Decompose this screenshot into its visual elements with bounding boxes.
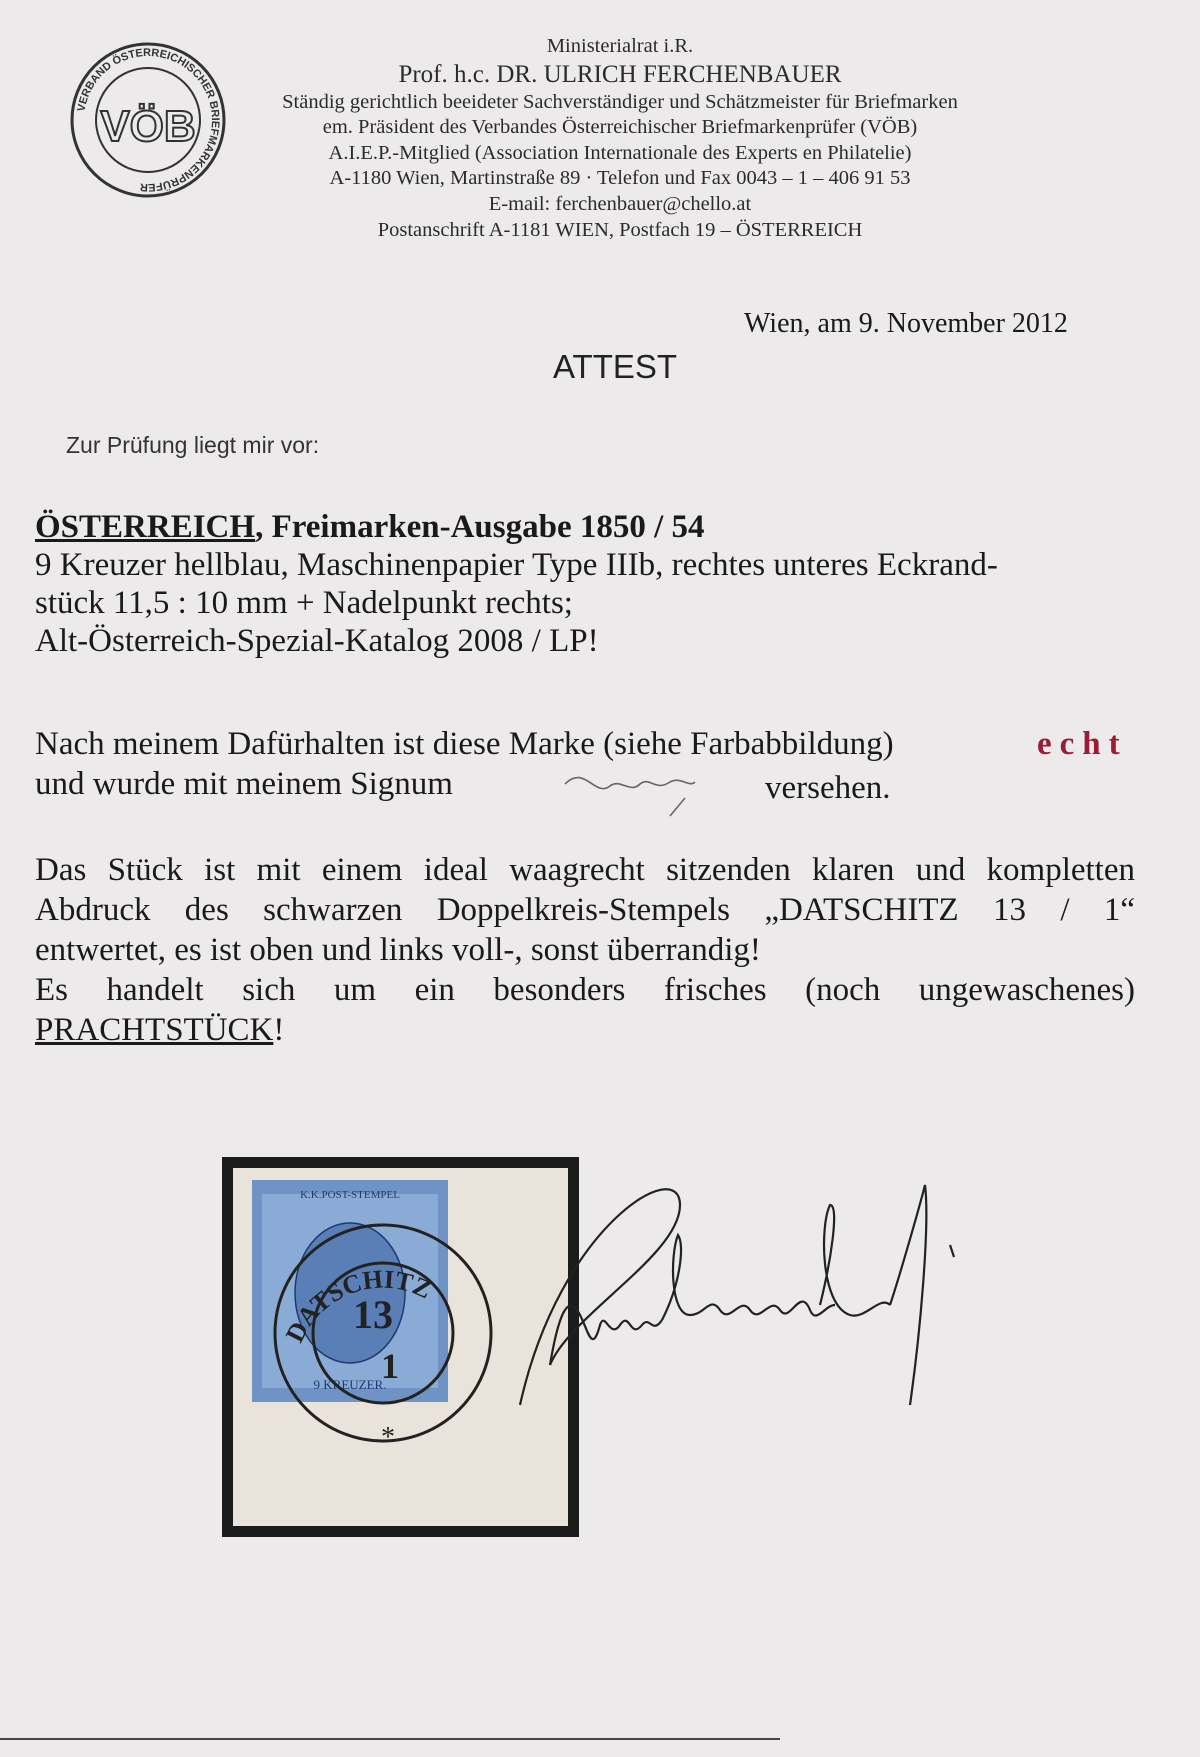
stamp-bottom-label: 9 KREUZER. xyxy=(313,1377,387,1392)
header-postal: Postanschrift A-1181 WIEN, Postfach 19 – ÖSTERREICH xyxy=(377,218,863,241)
item-line-2: 9 Kreuzer hellblau, Maschinenpapier Type IIIb, rechtes unteres Eckrand- xyxy=(35,547,998,583)
header-address: A-1180 Wien, Martinstraße 89 · Telefon und Fax 0043 – 1 – 406 91 53 xyxy=(329,167,911,190)
cancel-star: * xyxy=(381,1422,395,1453)
prachtstueck: PRACHTSTÜCK xyxy=(35,1012,274,1048)
item-description xyxy=(35,508,998,660)
item-line-4: Alt-Österreich-Spezial-Katalog 2008 / LP! xyxy=(35,623,599,659)
seal-ring-text: VERBAND ÖSTERREICHISCHER BRIEFMARKENPRÜFER xyxy=(75,46,222,194)
header-name: Prof. h.c. DR. ULRICH FERCHENBAUER xyxy=(398,60,842,88)
header-rank: Ministerialrat i.R. xyxy=(546,35,694,57)
opinion-block xyxy=(35,724,1185,814)
cancel-town: DATSCHITZ xyxy=(279,1264,436,1347)
desc-line-5-end: ! xyxy=(273,1012,285,1048)
cancel-day: 13 xyxy=(353,1292,393,1337)
footer-rule xyxy=(0,1738,780,1740)
desc-line-5 xyxy=(35,1010,1135,1050)
condition-description xyxy=(35,850,1135,1050)
opinion-line-2: und wurde mit meinem Signum xyxy=(35,766,453,802)
voeb-seal-logo xyxy=(68,40,228,200)
opinion-line-1: Nach meinem Dafürhalten ist diese Marke (siehe Farbabbildung) xyxy=(35,726,894,762)
header-aiep: A.I.E.P.-Mitglied (Association Internationale des Experts en Philatelie) xyxy=(328,141,912,164)
letterhead xyxy=(220,34,1020,243)
desc-line-3: entwertet, es ist oben und links voll-, sonst überrandig! xyxy=(35,932,761,968)
signum-squiggle xyxy=(555,758,725,818)
desc-line-2: Abdruck des schwarzen Doppelkreis-Stempels „DATSCHITZ 13 / 1“ xyxy=(35,892,1135,928)
intro-text: Zur Prüfung liegt mir vor: xyxy=(66,432,320,458)
versehen-text: versehen. xyxy=(765,770,891,806)
cancel-month: 1 xyxy=(381,1346,399,1386)
document-title: ATTEST xyxy=(552,348,678,385)
echt-mark: echt xyxy=(1037,726,1128,762)
desc-line-4: Es handelt sich um ein besonders frisches (noch ungewaschenes) xyxy=(35,972,1135,1008)
item-title xyxy=(35,508,998,546)
header-role: Ständig gerichtlich beeideter Sachverständiger und Schätzmeister für Briefmarken xyxy=(282,90,958,113)
desc-line-1: Das Stück ist mit einem ideal waagrecht sitzenden klaren und kompletten xyxy=(35,852,1135,888)
item-country: ÖSTERREICH xyxy=(35,509,256,545)
expert-signature xyxy=(480,1165,1000,1465)
header-president: em. Präsident des Verbandes Österreichischer Briefmarkenprüfer (VÖB) xyxy=(322,116,918,139)
header-email: E-mail: ferchenbauer@chello.at xyxy=(488,192,752,215)
item-line-3: stück 11,5 : 10 mm + Nadelpunkt rechts; xyxy=(35,585,573,621)
item-issue: , Freimarken-Ausgabe 1850 / 54 xyxy=(255,509,705,545)
seal-text: VÖB xyxy=(100,102,196,151)
document-date: Wien, am 9. November 2012 xyxy=(744,308,1068,339)
stamp-top-label: K.K.POST-STEMPEL xyxy=(300,1189,400,1201)
